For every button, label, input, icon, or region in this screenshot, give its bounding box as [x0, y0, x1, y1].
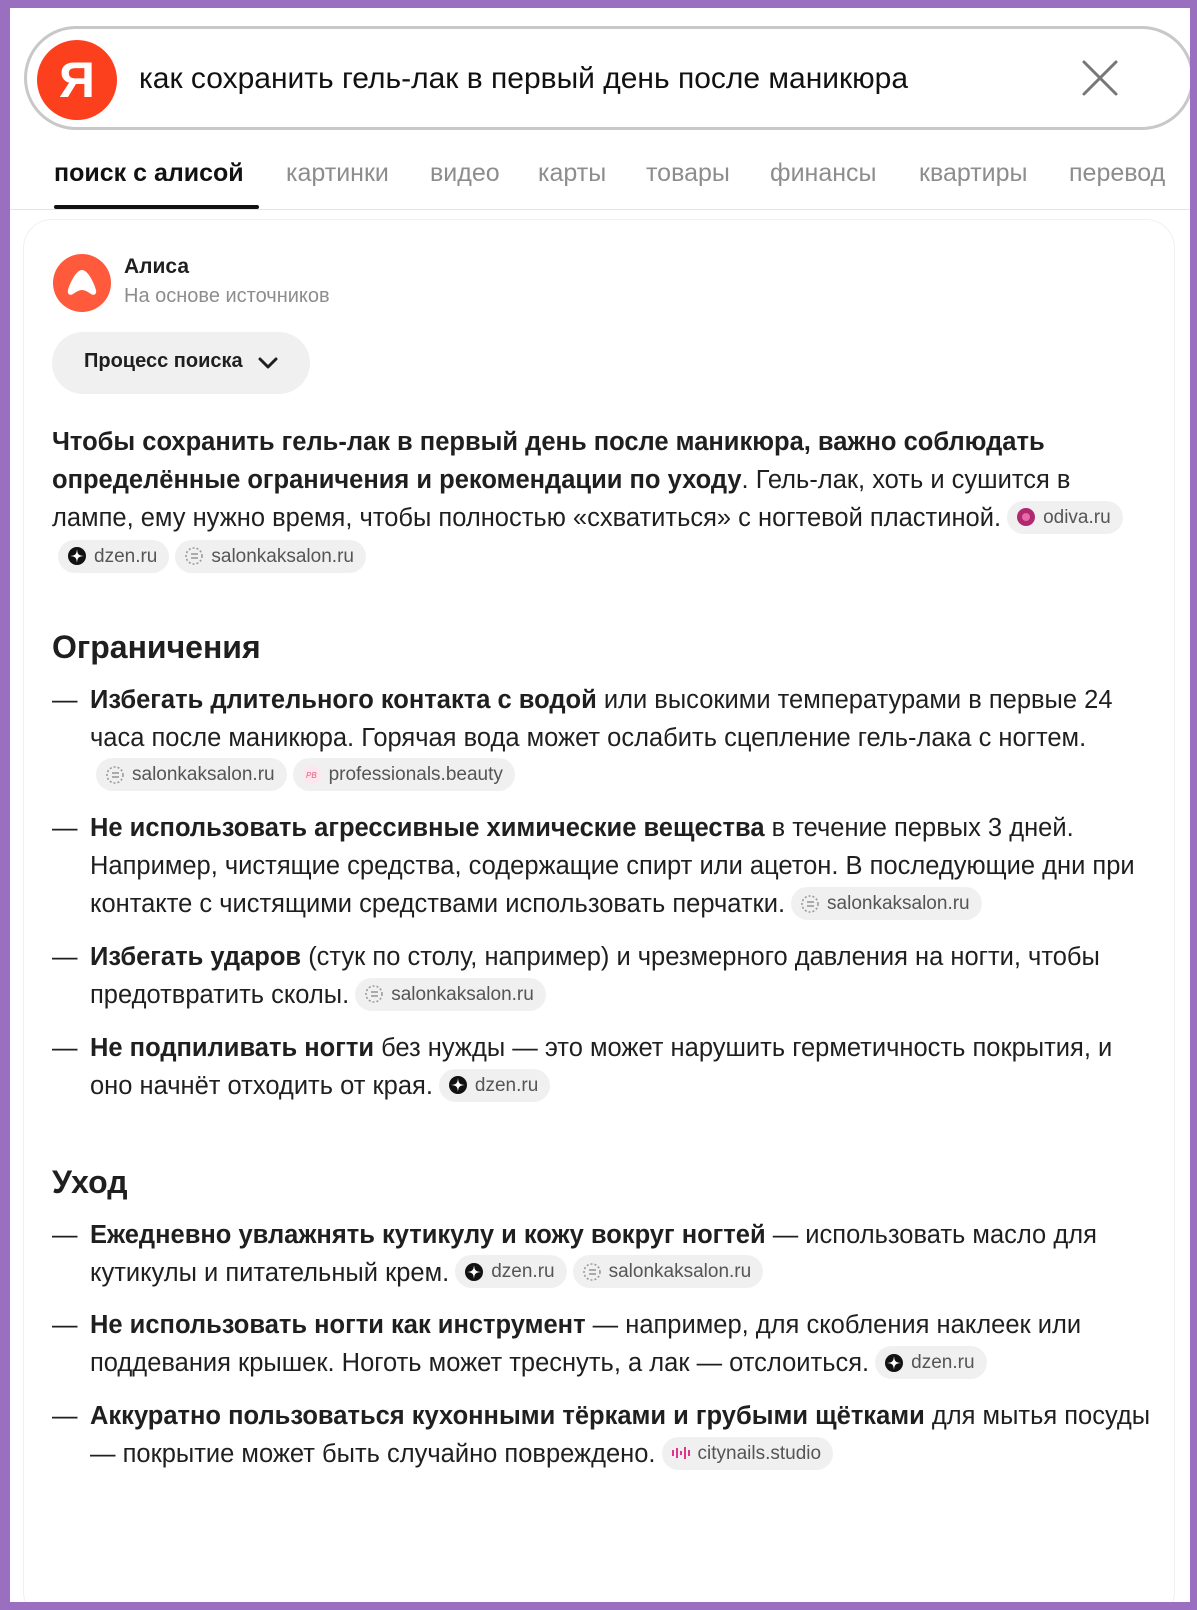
list-item [52, 1397, 1152, 1474]
source-label: dzen.ru [491, 1261, 555, 1283]
intro-text: . Гель-лак, хоть и сушится в лампе, ему нужно время, чтобы полностью «схватиться» с ногтевой пластиной. [52, 466, 1071, 532]
restrictions-list [52, 681, 1152, 1106]
alice-name: Алиса [124, 255, 190, 278]
item-text: в течение первых 3 дней. Например, чистящие средства, содержащие спирт или ацетон. В последующие дни при контакте с чистящими средствами использовать перчатки. [90, 814, 1135, 919]
salon-icon [184, 546, 204, 566]
source-chip[interactable] [1007, 501, 1123, 534]
item-text: (стук по столу, например) и чрезмерного давления на ногти, чтобы предотвратить сколы. [90, 943, 1100, 1010]
page-frame [10, 8, 1190, 1602]
list-item [52, 1216, 1152, 1293]
alice-subtitle: На основе источников [124, 285, 330, 307]
odiva-icon [1016, 507, 1036, 527]
source-label: salonkaksalon.ru [391, 983, 534, 1005]
list-item [52, 938, 1152, 1015]
chevron-down-icon [258, 356, 278, 370]
source-chip[interactable] [58, 540, 169, 573]
divider [10, 209, 1190, 210]
answer-body [52, 423, 1152, 1488]
search-process-button[interactable] [52, 332, 310, 394]
tab-apartments[interactable]: квартиры [919, 159, 1028, 187]
list-dash: — [52, 1311, 78, 1340]
tab-maps[interactable]: карты [538, 159, 607, 187]
item-text: — например, для скобления наклеек или поддевания крышек. Ноготь может треснуть, а лак — отслоиться. [90, 1311, 1082, 1378]
yandex-logo[interactable]: Я [37, 40, 117, 120]
source-label: dzen.ru [911, 1352, 975, 1374]
professionals-beauty-icon [302, 765, 322, 785]
source-chip[interactable] [293, 758, 515, 791]
item-bold: Не подпиливать ногти [90, 1033, 374, 1062]
source-label: salonkaksalon.ru [608, 1261, 752, 1283]
source-chip[interactable] [355, 978, 546, 1011]
dzen-icon [464, 1262, 484, 1282]
item-text: без нужды — это может нарушить герметичность покрытия, и оно начнёт отходить от края. [90, 1033, 1113, 1100]
source-chip[interactable] [875, 1346, 986, 1379]
salon-icon [364, 984, 384, 1004]
alice-icon [52, 253, 112, 313]
list-dash: — [52, 1033, 78, 1062]
tab-translate[interactable]: перевод [1069, 159, 1166, 187]
list-dash: — [52, 685, 78, 714]
source-label: salonkaksalon.ru [211, 545, 354, 567]
search-bar[interactable] [24, 26, 1190, 130]
source-label: salonkaksalon.ru [132, 764, 275, 786]
tab-finance[interactable]: финансы [770, 159, 877, 187]
source-chip[interactable] [455, 1255, 566, 1288]
close-icon[interactable] [1077, 55, 1123, 101]
list-item [52, 1029, 1152, 1106]
tab-video[interactable]: видео [430, 159, 500, 187]
dzen-icon [448, 1075, 468, 1095]
dzen-icon [884, 1353, 904, 1373]
list-item [52, 681, 1152, 796]
salon-icon [800, 894, 820, 914]
search-input[interactable]: как сохранить гель-лак в первый день после маникюра [139, 62, 909, 95]
item-bold: Не использовать ногти как инструмент [90, 1311, 586, 1340]
salon-icon [582, 1262, 602, 1282]
list-item [52, 809, 1152, 924]
item-text: или высокими температурами в первые 24 часа после маникюра. Горячая вода может ослабить сцепление гель-лака с ногтем. [90, 685, 1113, 752]
list-item [52, 1306, 1152, 1383]
list-dash: — [52, 943, 78, 972]
item-text: для мытья посуды — покрытие может быть случайно повреждено. [90, 1402, 1151, 1469]
intro-paragraph [52, 423, 1152, 577]
tab-images[interactable]: картинки [286, 159, 389, 187]
intro-bold: Чтобы сохранить гель-лак в первый день после маникюра, важно соблюдать определённые ограничения и рекомендации по уходу [52, 428, 1045, 494]
search-process-label: Процесс поиска [84, 350, 243, 372]
item-bold: Ежедневно увлажнять кутикулу и кожу вокруг ногтей [90, 1220, 766, 1249]
source-chip[interactable] [573, 1255, 764, 1288]
item-bold: Избегать длительного контакта с водой [90, 685, 597, 714]
list-dash: — [52, 1220, 78, 1249]
list-dash: — [52, 1402, 78, 1431]
item-bold: Не использовать агрессивные химические вещества [90, 814, 765, 843]
list-dash: — [52, 814, 78, 843]
source-chip[interactable] [791, 887, 982, 920]
dzen-icon [67, 546, 87, 566]
section-heading-care: Уход [52, 1163, 128, 1200]
source-chip[interactable] [662, 1437, 834, 1470]
source-label: salonkaksalon.ru [827, 893, 970, 915]
search-tabs [54, 148, 1190, 208]
item-bold: Аккуратно пользоваться кухонными тёрками и грубыми щётками [90, 1402, 925, 1431]
care-list [52, 1216, 1152, 1474]
item-text: — использовать масло для кутикулы и питательный крем. [90, 1220, 1097, 1287]
source-label: odiva.ru [1043, 506, 1111, 528]
tab-goods[interactable]: товары [646, 159, 730, 187]
source-label: dzen.ru [94, 545, 158, 567]
salon-icon [105, 765, 125, 785]
source-chip[interactable] [439, 1069, 550, 1102]
source-label: citynails.studio [697, 1442, 822, 1464]
citynails-icon [671, 1443, 691, 1463]
svg-text:PB: PB [305, 770, 317, 780]
item-bold: Избегать ударов [90, 943, 302, 972]
source-label: dzen.ru [474, 1074, 539, 1096]
tab-alice-search[interactable]: поиск с алисой [54, 159, 244, 187]
source-chip[interactable] [175, 540, 366, 573]
source-chip[interactable] [96, 758, 287, 791]
source-label: professionals.beauty [328, 764, 503, 786]
section-heading-restrictions: Ограничения [52, 628, 261, 665]
